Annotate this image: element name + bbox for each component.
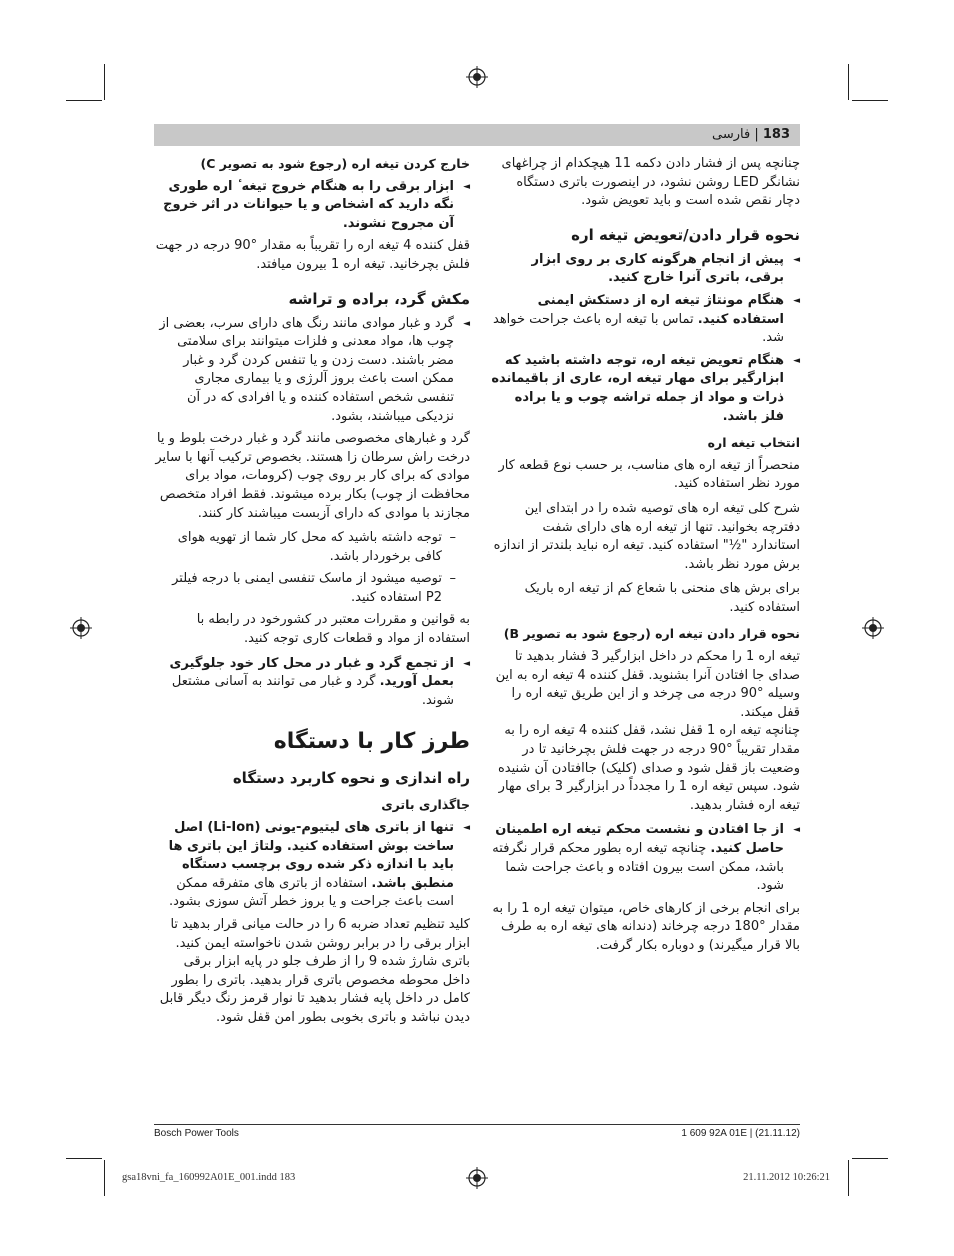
header-text: [712, 127, 790, 142]
crop-mark: [66, 100, 102, 101]
paragraph: قفل کننده 4 تیغه اره را تقریباً به مقدار °90 درجه در جهت فلش بچرخانید. تیغه اره 1 بیرون میافتد.: [155, 238, 470, 272]
warning-bullet: ◄ پیش از انجام هرگونه کاری بر روی ابزار برقی، باتری آنرا خارج کنید.: [490, 251, 800, 288]
bullet-text: چنانچه تیغه اره بطور محکم قرار نگرفته باشد، ممکن است بیرون افتاده و باعث جراحت شما شود.: [492, 841, 784, 894]
subsection-heading: انتخاب تیغه اره: [707, 435, 800, 451]
dash-item: – توجه داشته باشید که محل کار شما از تهویه هوای کافی برخوردار باشد.: [154, 529, 470, 566]
paragraph: گرد و غبارهای مخصوصی مانند گرد و غبار درخت بلوط و یا درخت راش سرطان زا هستند. بخصوص ترکیب آنها با سایر موادی که برای کار بر روی چوب (کرومات، مواد برای محافظت از چوب) بکار برده میشوند. فقط افراد متخصص مجازند با موادی که دارای آزبست میباشند کار کنند.: [155, 431, 470, 521]
paragraph: کلید تنظیم تعداد ضربه 6 را در حالت میانی قرار بدهید تا ابزار برقی را در برابر روشن شدن ناخواسته ایمن کنید. باتری شارژ شده 9 را از طرف جلو در پایه ابزار برقی داخل محوطه مخصوص باتری قرار بدهید. باتری را بطور کامل در داخل پایه فشار بدهید تا نوار قرمز رنگ دیگر قابل دیدن نباشد و باتری بخوبی بطور امن قفل شود.: [159, 917, 470, 1025]
bullet-bold: هنگام مونتاژ تیغه اره از دستکش ایمنی استفاده کنید.: [537, 292, 784, 327]
subsection-heading: نحوه قرار دادن تیغه اره (رجوع شود به تصویر B): [503, 626, 800, 642]
left-column: [154, 155, 470, 1034]
subsection-heading: جاگذاری باتری: [381, 797, 470, 813]
subsection-heading: خارج کردن تیغه اره (رجوع شود به تصویر C): [200, 156, 470, 171]
crop-mark: [848, 64, 849, 100]
warning-bullet: [154, 655, 470, 711]
paragraph: به قوانین و مقررات معتبر در کشورخود در رابطه با استفاده از مواد و قطعات کاری توجه کنید.: [196, 612, 470, 647]
bullet-text: تماس با تیغه اره باعث جراحت خواهد شد.: [493, 311, 784, 346]
section-heading: نحوه قرار دادن/تعویض تیغه اره: [571, 225, 800, 244]
warning-bullet: ◄ ابزار برقی را به هنگام خروج تیغه ٔ اره طوری نگه دارید که اشخاص و یا حیوانات در اثر خروج آن مجروح نشوند.: [154, 178, 470, 234]
header-separator: |: [754, 127, 759, 142]
warning-bullet: ◄ گرد و غبار موادی مانند رنگ های دارای سرب، بعضی از چوب ها، مواد معدنی و فلزات میتوانند برای سلامتی مضر باشند. دست زدن و یا تنفس کردن گرد و غبار ممکن است باعث بروز آلرژی و یا بیماری مجاری تنفسی شخص استفاده کننده و یا افرادی که در آن نزدیکی میباشند، بشود.: [154, 315, 470, 427]
crop-mark: [104, 64, 105, 100]
crop-mark: [66, 1158, 102, 1159]
page-header: [154, 124, 800, 146]
dash-item: – توصیه میشود از ماسک تنفسی ایمنی با درجه فیلتر P2 استفاده کنید.: [154, 570, 470, 607]
chapter-heading: طرز کار با دستگاه: [273, 729, 470, 755]
warning-bullet: [490, 821, 800, 895]
paragraph: چنانچه تیغه اره 1 قفل نشد، قفل کننده 4 تیغه اره را به مقدار تقریباً °90 درجه در جهت فلش بچرخانید تا در وضعیت باز قفل شود و صدای (کلیک) جاافتادن آن شنیده شود. سپس تیغه اره 1 را مجدداً در ابزارگیر 3 برای مهار تیغه اره فشار بدهید.: [497, 723, 800, 813]
bullet-bold: از تجمع گرد و غبار در محل کار خود جلوگیری بعمل آورید.: [169, 655, 454, 690]
paragraph: تیغه اره 1 را محکم در داخل ابزارگیر 3 فشار بدهید تا صدای جا افتادن آنرا بشنوید. قفل کننده 4 تیغه اره به این وسیله °90 درجه می چرخد و از این طریق تیغه اره را قفل میکند.: [495, 649, 800, 720]
registration-mark-icon: [862, 617, 884, 639]
warning-bullet: [154, 819, 470, 912]
bullet-bold: از جا افتادن و نشست محکم تیغه اره اطمینان حاصل کنید.: [495, 822, 784, 856]
slug-filename: gsa18vni_fa_160992A01E_001.indd 183: [122, 1172, 296, 1183]
footer-doc-id: 1 609 92A 01E | (21.11.12): [681, 1128, 800, 1139]
paragraph: منحصراً از تیغه اره های مناسب، بر حسب نوع قطعه کار مورد نظر استفاده کنید.: [498, 457, 800, 492]
registration-mark-icon: [466, 1167, 488, 1189]
crop-mark: [852, 100, 888, 101]
slug-datetime: 21.11.2012 10:26:21: [743, 1172, 830, 1183]
section-heading: مکش گرد، براده و تراشه: [288, 289, 470, 308]
bullet-text: گرد و غبار می توانند به آسانی مشتعل شوند.: [171, 674, 454, 708]
right-column: [490, 155, 800, 962]
header-language: فارسی: [712, 127, 751, 142]
crop-mark: [848, 1160, 849, 1196]
warning-bullet: ◄ هنگام تعویض تیغه اره، توجه داشته باشید که ابزارگیر برای مهار تیغه اره، عاری از باقیمانده ذرات و مواد از جمله تراشه چوب و یا براده فلز باشد.: [490, 352, 800, 426]
paragraph: برای انجام برخی از کارهای خاص، میتوان تیغه اره 1 را به مقدار °180 درجه چرخاند (دندانه های تیغه اره به طرف بالا قرار میگیرند) و دوباره بکار گرفت.: [492, 900, 800, 953]
paragraph: چنانچه پس از فشار دادن دکمه 11 هیچکدام از چراغهای نشانگر LED روشن نشود، در اینصورت باتری دستگاه دچار نقص شده است و باید تعویض شود.: [501, 156, 800, 209]
crop-mark: [852, 1158, 888, 1159]
crop-mark: [104, 1160, 105, 1196]
paragraph: برای برش های منحنی با شعاع کم از تیغه اره باریک استفاده کنید.: [524, 581, 800, 615]
registration-mark-icon: [70, 617, 92, 639]
footer-rule: [154, 1124, 800, 1125]
registration-mark-icon: [466, 66, 488, 88]
page-number: 183: [762, 127, 790, 142]
bullet-text: استفاده از باتری های متفرقه ممکن است باعث جراحت و یا بروز خطر آتش سوزی بشود.: [169, 875, 454, 910]
warning-bullet: [490, 292, 800, 348]
bullet-bold: تنها از باتری های لیتیوم-یونی (Li-Ion) اصل ساخت بوش استفاده کنید. ولتاژ این باتری ها باید با اندازه ذکر شده روی برچسب دستگاه منطبق باشد.: [168, 820, 454, 891]
footer-brand: Bosch Power Tools: [154, 1128, 239, 1139]
paragraph: شرح کلی تیغه اره های توصیه شده را در ابتدای این دفترچه بخوانید. تنها از تیغه اره های دارای شفت استاندارد "½" استفاده کنید. تیغه اره نباید بلندتر از اندازه برش مورد نظر باشد.: [493, 500, 800, 572]
section-heading: راه اندازی و نحوه کاربرد دستگاه: [232, 769, 470, 788]
